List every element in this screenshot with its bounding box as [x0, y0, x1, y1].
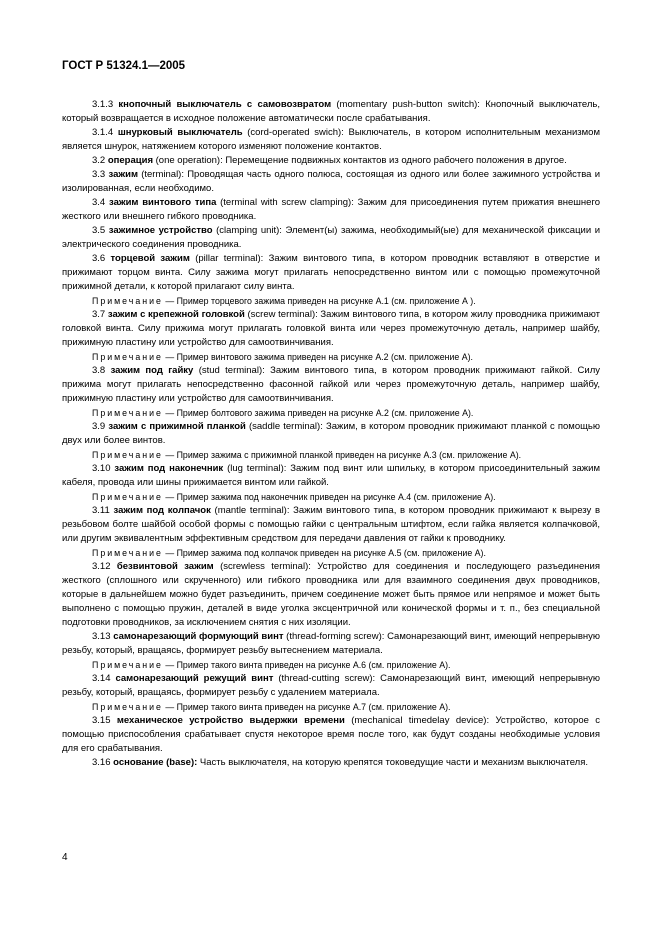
clause-number: 3.4: [92, 197, 106, 208]
note-paragraph: [62, 546, 600, 560]
document-header: ГОСТ Р 51324.1—2005: [62, 60, 186, 72]
note-text: — Пример зажима под колпачок приведен на рисунке А.5 (см. приложение А).: [162, 548, 486, 558]
term-name: операция: [107, 155, 153, 166]
term-definition: (mechanical timedelay device): Устройство, которое с помощью приспособления срабатывает спустя некоторое время после того, как будут созданы необходимые условия для его срабатывания.: [62, 715, 600, 754]
note-text: — Пример зажима под наконечник приведен на рисунке А.4 (см. приложение А).: [162, 492, 496, 502]
term-definition: (saddle terminal): Зажим, в котором проводник прижимают планкой с помощью двух или более винтов.: [62, 421, 601, 446]
term-definition: (clamping unit): Элемент(ы) зажима, необходимый(ые) для механической фиксации и электрического соединения проводника.: [62, 225, 601, 250]
note-label: Примечание: [92, 352, 163, 362]
term-definition: (terminal): Проводящая часть одного полюса, состоящая из одного или более зажимного устройства и изолированная, если необходимо.: [62, 169, 601, 194]
term-name: механическое устройство выдержки времени: [116, 715, 345, 726]
term-definition: (stud terminal): Зажим винтового типа, в котором проводник прижимают гайкой. Силу прижима могут прилагать непосредственно фасонной гайкой или через промежуточную деталь, например шайбу, прижимную пластину или устройство для самоотвинчивания.: [62, 365, 601, 404]
note-paragraph: [62, 350, 600, 364]
term-name: зажимное устройство: [108, 225, 213, 236]
term-definition: (thread-forming screw): Самонарезающий винт, имеющий непрерывную резьбу, который, вращаясь, формирует резьбу вытеснением материала.: [62, 631, 600, 656]
term-name: зажим под наконечник: [114, 463, 224, 474]
term-paragraph: [62, 714, 600, 756]
clause-number: 3.16: [92, 757, 111, 768]
term-definition: (screwless terminal): Устройство для соединения и последующего разъединения жесткого (сплошного или скрученного) или гибкого проводника или для взаимного соединения двух проводников, которые в дальнейшем можно будет разъединить, причем соединение может быть прямое или непрямое и может быть выполнено с помощью пружин, деталей в виде уголка эксцентричной или конической формы и т. п., без специальной подготовки проводников, за исключением снятия с них изоляции.: [62, 561, 601, 628]
clause-number: 3.11: [92, 505, 110, 516]
term-name: торцевой зажим: [110, 253, 190, 264]
term-definition: (mantle terminal): Зажим винтового типа, в котором проводник прижимают к вырезу в резьбовом болте шайбой особой формы с помощью гайки с центральным штифтом, если гайка является колпачковой, или другим эквивалентным эффективным средством для передачи давления от гайки к проводнику.: [62, 505, 600, 544]
term-definition: (thread-cutting screw): Самонарезающий винт, имеющий непрерывную резьбу, который, вращаясь, формирует резьбу с удалением материала.: [62, 673, 600, 698]
term-name: шнурковый выключатель: [117, 127, 243, 138]
term-paragraph: [62, 672, 600, 700]
term-name: зажим под гайку: [110, 365, 194, 376]
term-paragraph: [62, 196, 600, 224]
note-text: — Пример болтового зажима приведен на рисунке А.2 (см. приложение А).: [162, 408, 474, 418]
term-paragraph: [62, 308, 600, 350]
term-definition: (screw terminal): Зажим винтового типа, в котором жилу проводника прижимают головкой винта. Силу прижима могут прилагать головкой винта или через промежуточную деталь, например шайбу, прижимную пластину или устройство для самоотвинчивания.: [62, 309, 600, 348]
note-text: — Пример торцевого зажима приведен на рисунке А.1 (см. приложение А ).: [162, 296, 476, 306]
clause-number: 3.1.4: [92, 127, 114, 138]
term-paragraph: [62, 756, 600, 770]
note-paragraph: [62, 406, 600, 420]
note-label: Примечание: [92, 408, 163, 418]
term-name: зажим: [108, 169, 138, 180]
note-paragraph: [62, 700, 600, 714]
term-paragraph: [62, 126, 600, 154]
term-definition: (terminal with screw clamping): Зажим для присоединения путем прижатия внешнего жесткого или внешнего гибкого проводника.: [62, 197, 600, 222]
note-text: — Пример такого винта приведен на рисунке А.7 (см. приложение А).: [162, 702, 451, 712]
term-definition: (cord-operated swich): Выключатель, в котором исполнительным механизмом является шнурок, натяжением которого изменяют положение контактов.: [62, 127, 600, 152]
term-definition: (one operation): Перемещение подвижных контактов из одного рабочего положения в другое.: [153, 155, 567, 166]
clause-number: 3.10: [92, 463, 111, 474]
term-paragraph: [62, 560, 600, 630]
note-paragraph: [62, 448, 600, 462]
term-paragraph: [62, 224, 600, 252]
clause-number: 3.5: [92, 225, 106, 236]
term-name: зажим с крепежной головкой: [107, 309, 245, 320]
term-definition: (momentary push-button switch): Кнопочный выключатель, который возвращается в исходное положение автоматически после срабатывания.: [62, 99, 601, 124]
clause-number: 3.2: [92, 155, 106, 166]
term-name: кнопочный выключатель с самовозвратом: [118, 99, 332, 110]
note-label: Примечание: [92, 492, 163, 502]
note-text: — Пример такого винта приведен на рисунке А.6 (см. приложение А).: [162, 660, 451, 670]
term-name: самонарезающий формующий винт: [113, 631, 284, 642]
clause-number: 3.3: [92, 169, 106, 180]
term-paragraph: [62, 462, 600, 490]
note-text: — Пример винтового зажима приведен на рисунке А.2 (см. приложение А).: [162, 352, 473, 362]
term-name: основание (base):: [113, 757, 198, 768]
term-paragraph: [62, 630, 600, 658]
term-paragraph: [62, 154, 600, 168]
page-number: 4: [62, 852, 68, 863]
term-name: зажим винтового типа: [108, 197, 217, 208]
document-body: [62, 98, 600, 770]
note-label: Примечание: [92, 548, 163, 558]
note-text: — Пример зажима с прижимной планкой приведен на рисунке А.3 (см. приложение А).: [162, 450, 522, 460]
clause-number: 3.14: [92, 673, 111, 684]
term-paragraph: [62, 364, 600, 406]
note-paragraph: [62, 294, 600, 308]
clause-number: 3.6: [92, 253, 106, 264]
clause-number: 3.8: [92, 365, 106, 376]
note-paragraph: [62, 490, 600, 504]
term-paragraph: [62, 168, 600, 196]
clause-number: 3.15: [92, 715, 111, 726]
note-label: Примечание: [92, 702, 163, 712]
term-definition: Часть выключателя, на которую крепятся токоведущие части и механизм выключателя.: [197, 757, 588, 768]
term-paragraph: [62, 98, 600, 126]
term-paragraph: [62, 420, 600, 448]
term-name: зажим с прижимной планкой: [108, 421, 246, 432]
clause-number: 3.1.3: [92, 99, 114, 110]
term-paragraph: [62, 252, 600, 294]
term-paragraph: [62, 504, 600, 546]
clause-number: 3.9: [92, 421, 106, 432]
term-name: зажим под колпачок: [113, 505, 211, 516]
clause-number: 3.7: [92, 309, 106, 320]
note-label: Примечание: [92, 660, 163, 670]
clause-number: 3.13: [92, 631, 111, 642]
term-definition: (pillar terminal): Зажим винтового типа, в котором проводник вставляют в отверстие и прижимают торцом винта. Силу зажима могут прилагать непосредственно винтом или с помощью промежуточной прижимной детали, к которой прилагают силу винта.: [62, 253, 600, 292]
note-label: Примечание: [92, 296, 163, 306]
note-label: Примечание: [92, 450, 163, 460]
note-paragraph: [62, 658, 600, 672]
term-definition: (lug terminal): Зажим под винт или шпильку, в котором присоединительный зажим кабеля, провода или шины прижимается винтом или гайкой.: [62, 463, 600, 488]
term-name: самонарезающий режущий винт: [115, 673, 274, 684]
clause-number: 3.12: [92, 561, 111, 572]
term-name: безвинтовой зажим: [116, 561, 214, 572]
